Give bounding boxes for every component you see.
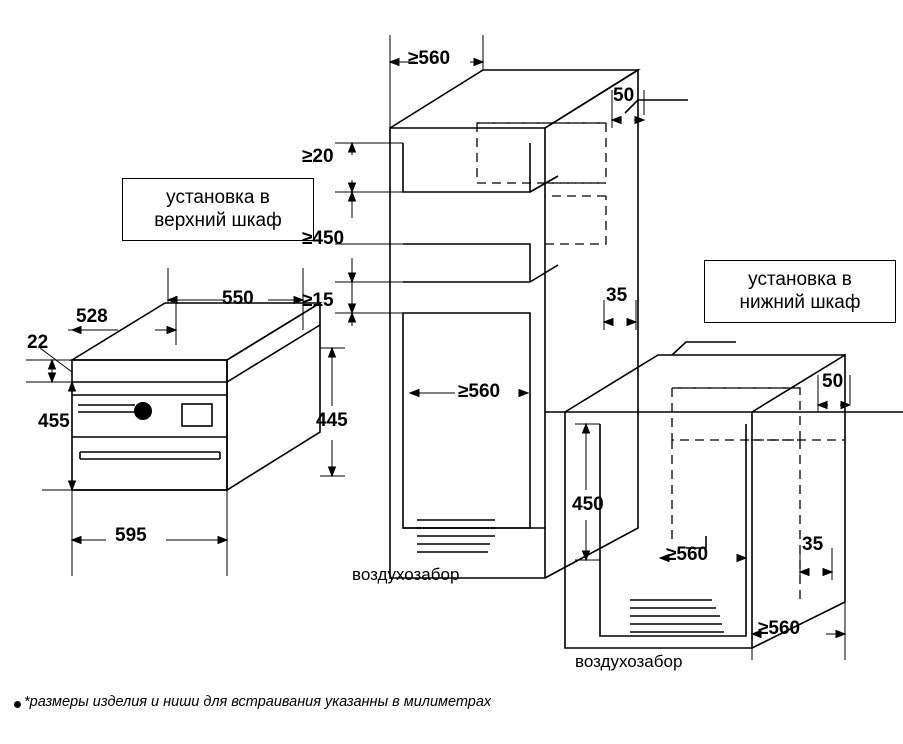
dim-niche-top-560: ≥560	[408, 48, 451, 69]
dim-lower-560-a: ≥560	[666, 544, 709, 565]
callout-upper-line2: верхний шкаф	[154, 210, 282, 232]
label-air-intake-lower: воздухозабор	[575, 652, 683, 671]
oven-product-drawing	[72, 303, 320, 490]
callout-lower-line2: нижний шкаф	[739, 292, 861, 314]
dim-niche-50: 50	[613, 85, 635, 106]
dim-top-22: 22	[27, 332, 49, 353]
dim-niche-depth-560: ≥560	[458, 381, 501, 402]
callout-upper-cabinet	[122, 178, 314, 241]
upper-cabinet-drawing	[390, 70, 688, 578]
oven-dimension-lines	[26, 268, 345, 576]
dim-niche-gap-15: ≥15	[302, 290, 334, 311]
dim-lower-50: 50	[822, 371, 844, 392]
dim-lower-450: 450	[572, 494, 604, 515]
label-air-intake-upper: воздухозабор	[352, 565, 460, 584]
lower-cabinet-dimension-lines	[575, 375, 850, 660]
dim-niche-450: ≥450	[302, 228, 345, 249]
dim-width-550: 550	[222, 288, 254, 309]
dim-niche-gap-20: ≥20	[302, 146, 334, 167]
upper-cabinet-dimension-lines	[335, 35, 644, 397]
footnote-bullet	[14, 701, 21, 708]
dim-depth-528: 528	[76, 306, 108, 327]
dim-lower-35: 35	[802, 534, 824, 555]
dim-height-455: 455	[38, 411, 70, 432]
callout-lower-line1: установка в	[748, 269, 852, 290]
dim-niche-35: 35	[606, 285, 628, 306]
callout-lower-cabinet	[704, 260, 896, 323]
callout-upper-line1: установка в	[166, 187, 270, 208]
dim-width-595: 595	[115, 525, 147, 546]
dim-lower-560-b: ≥560	[758, 618, 801, 639]
dim-height-445: 445	[316, 410, 348, 431]
footnote-text: *размеры изделия и ниши для встраивания указанны в милиметрах	[24, 694, 492, 710]
